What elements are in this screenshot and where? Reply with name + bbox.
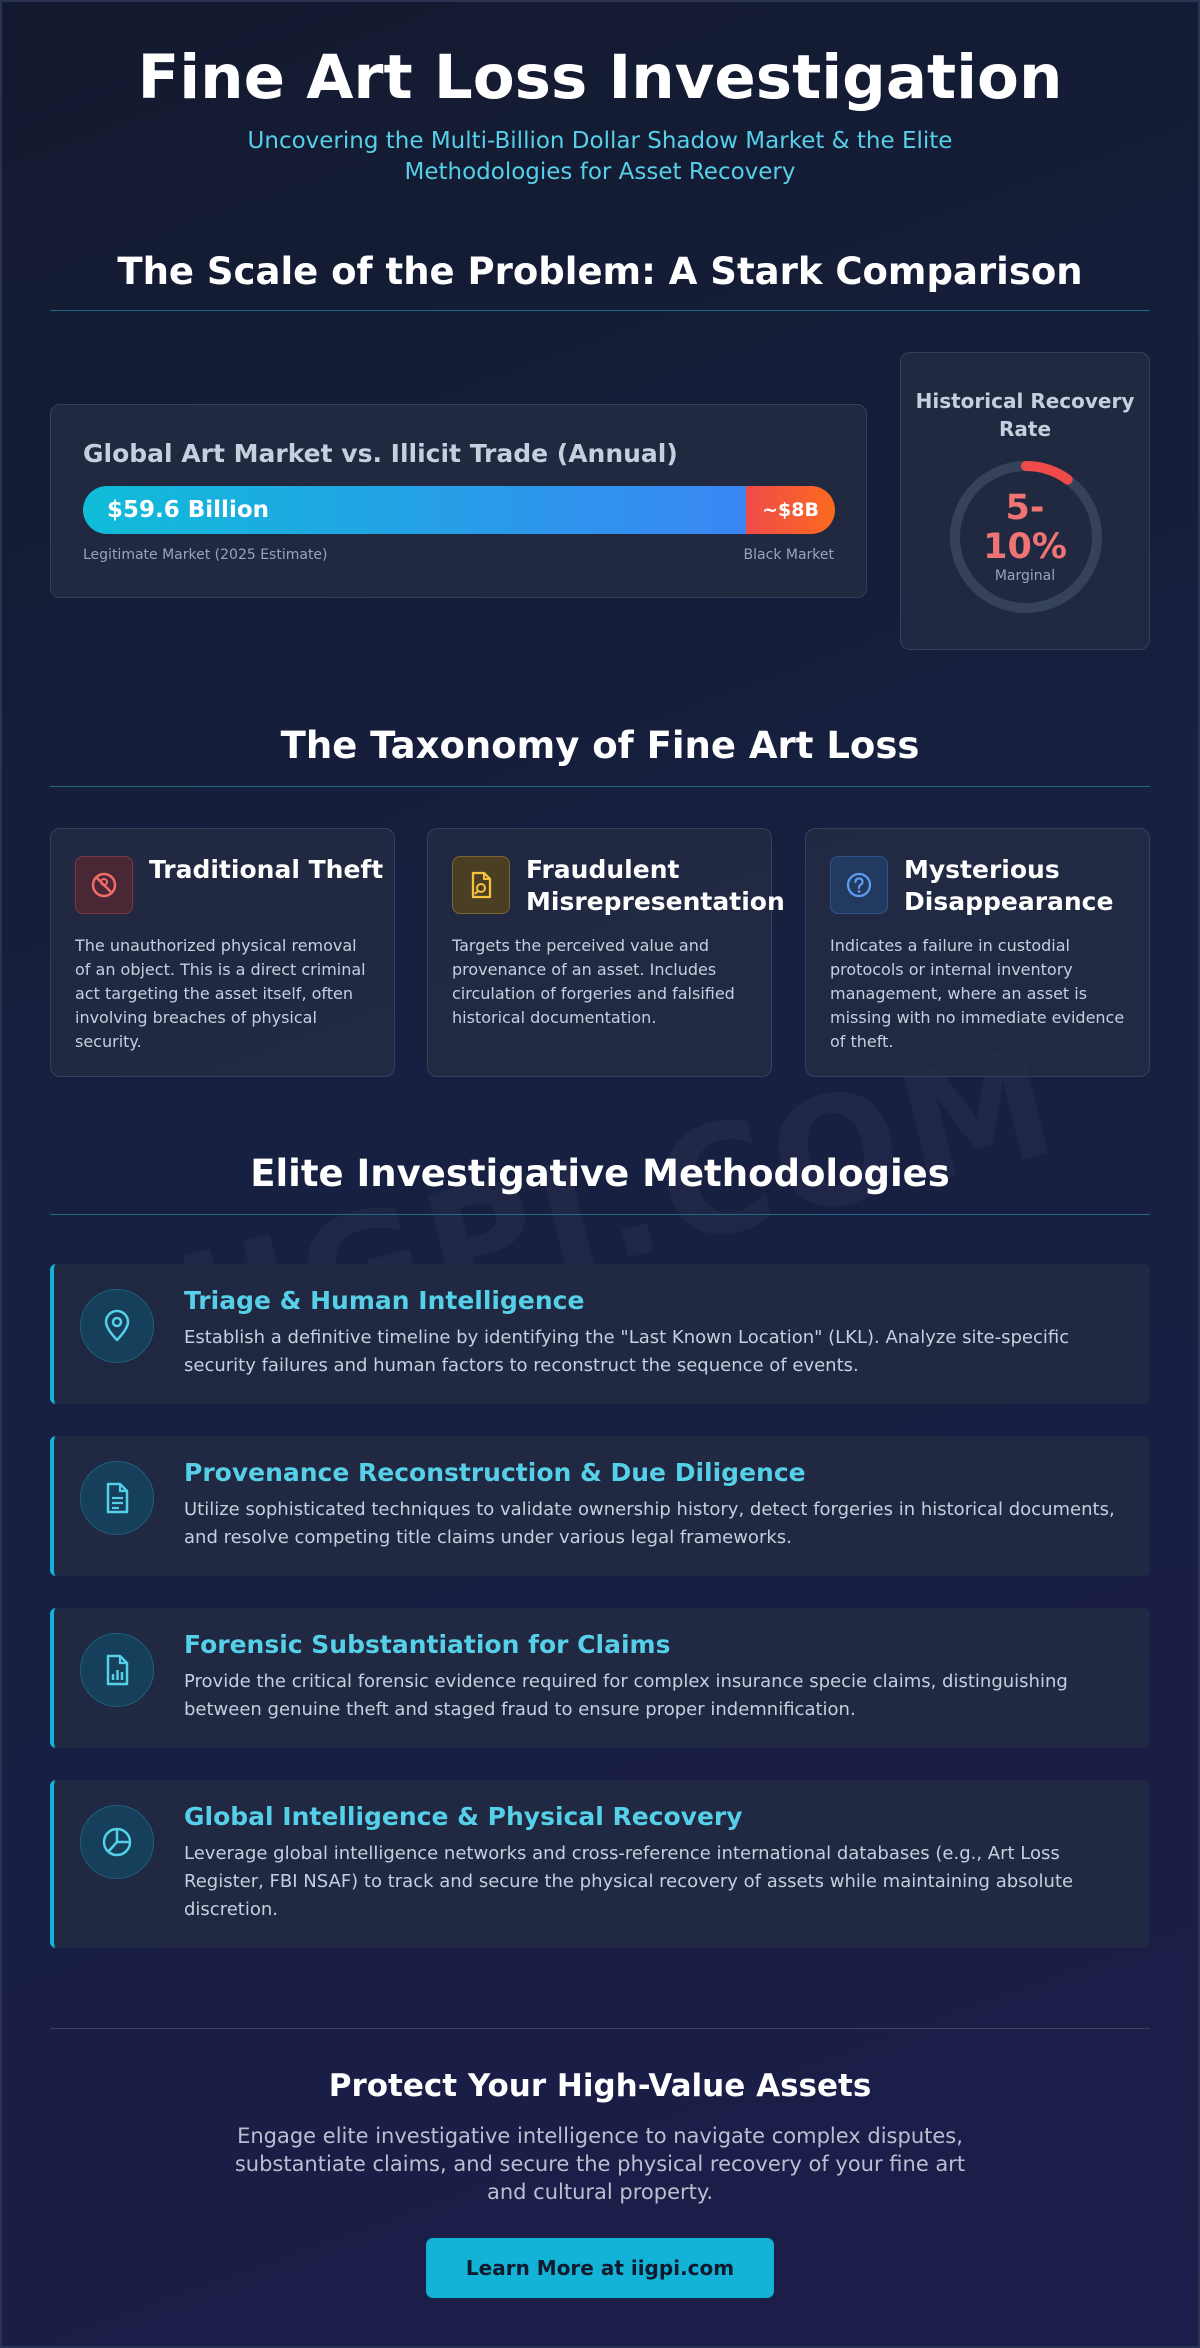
market-comparison-bar [83, 486, 835, 534]
learn-more-button[interactable]: Learn More at iigpi.com [426, 2238, 774, 2298]
market-comparison-title: Global Art Market vs. Illicit Trade (Annual) [83, 439, 678, 468]
methodology-text: Utilize sophisticated techniques to validate ownership history, detect forgeries in historical documents, and resolve competing title claims under various legal frameworks. [184, 1499, 1115, 1548]
taxonomy-card-title: Mysterious Disappearance [904, 855, 1114, 916]
section-title-methodologies: Elite Investigative Methodologies [250, 1152, 950, 1195]
legitimate-market-value: $59.6 Billion [107, 497, 269, 523]
document-search-icon [452, 856, 510, 914]
section-title-taxonomy: The Taxonomy of Fine Art Loss [280, 724, 920, 767]
methodology-item-triage [50, 1264, 1150, 1404]
section-divider [50, 310, 1150, 311]
methodology-text: Provide the critical forensic evidence required for complex insurance specie claims, distinguishing between genuine theft and staged fraud to ensure proper indemnification. [184, 1671, 1068, 1720]
cta-divider [50, 2028, 1150, 2029]
taxonomy-card-fraud [427, 828, 785, 1077]
pie-chart-icon [80, 1805, 154, 1879]
cta-text: Engage elite investigative intelligence to navigate complex disputes, substantiate claims, and secure the physical recovery of your fine art and cultural property. [234, 2124, 966, 2204]
methodology-item-forensic [50, 1608, 1150, 1748]
question-circle-icon [830, 856, 888, 914]
legitimate-market-caption: Legitimate Market (2025 Estimate) [83, 547, 328, 563]
black-market-caption: Black Market [743, 547, 834, 563]
black-market-segment [746, 486, 835, 534]
section-divider [50, 1214, 1150, 1215]
taxonomy-card-text: Targets the perceived value and provenance of an asset. Includes circulation of forgeries and falsified historical documentation. [452, 936, 735, 1027]
taxonomy-card-text: Indicates a failure in custodial protocols or internal inventory management, where an asset is missing with no immediate evidence of theft. [830, 936, 1125, 1051]
taxonomy-card-theft [50, 828, 395, 1077]
methodology-title: Global Intelligence & Physical Recovery [184, 1802, 743, 1831]
legitimate-market-segment [83, 486, 746, 534]
black-market-value: ~$8B [762, 499, 819, 521]
report-chart-icon [80, 1633, 154, 1707]
recovery-rate-card [900, 352, 1150, 650]
methodology-title: Triage & Human Intelligence [184, 1286, 585, 1315]
taxonomy-card-title: Fraudulent Misrepresentation [526, 855, 785, 916]
no-entry-icon [75, 856, 133, 914]
taxonomy-card-title: Traditional Theft [149, 855, 384, 884]
page-subtitle: Uncovering the Multi-Billion Dollar Shadow Market & the Elite Methodologies for Asset Recovery [247, 128, 953, 185]
section-divider [50, 786, 1150, 787]
section-title-scale: The Scale of the Problem: A Stark Comparison [117, 250, 1083, 293]
methodology-item-provenance [50, 1436, 1150, 1576]
recovery-rate-value: 5- 10% [983, 488, 1067, 567]
market-comparison-card [50, 404, 867, 598]
methodology-title: Provenance Reconstruction & Due Diligence [184, 1458, 806, 1487]
recovery-rate-title: Historical Recovery Rate [915, 389, 1135, 441]
methodology-item-recovery [50, 1780, 1150, 1948]
location-pin-icon [80, 1289, 154, 1363]
taxonomy-card-text: The unauthorized physical removal of an object. This is a direct criminal act targeting the asset itself, often involving breaches of physical security. [75, 936, 366, 1051]
methodology-text: Establish a definitive timeline by identifying the "Last Known Location" (LKL). Analyze site-specific security failures and human factors to reconstruct the sequence of events. [184, 1327, 1070, 1376]
document-icon [80, 1461, 154, 1535]
cta-title: Protect Your High-Value Assets [328, 2068, 872, 2104]
recovery-rate-note: Marginal [994, 568, 1056, 584]
methodology-text: Leverage global intelligence networks and cross-reference international databases (e.g., Art Loss Register, FBI NSAF) to track and secure the physical recovery of assets while maintaining absolute discretion. [184, 1843, 1074, 1920]
taxonomy-card-disappearance [805, 828, 1150, 1077]
page-title: Fine Art Loss Investigation [137, 42, 1063, 113]
methodology-title: Forensic Substantiation for Claims [184, 1630, 671, 1659]
